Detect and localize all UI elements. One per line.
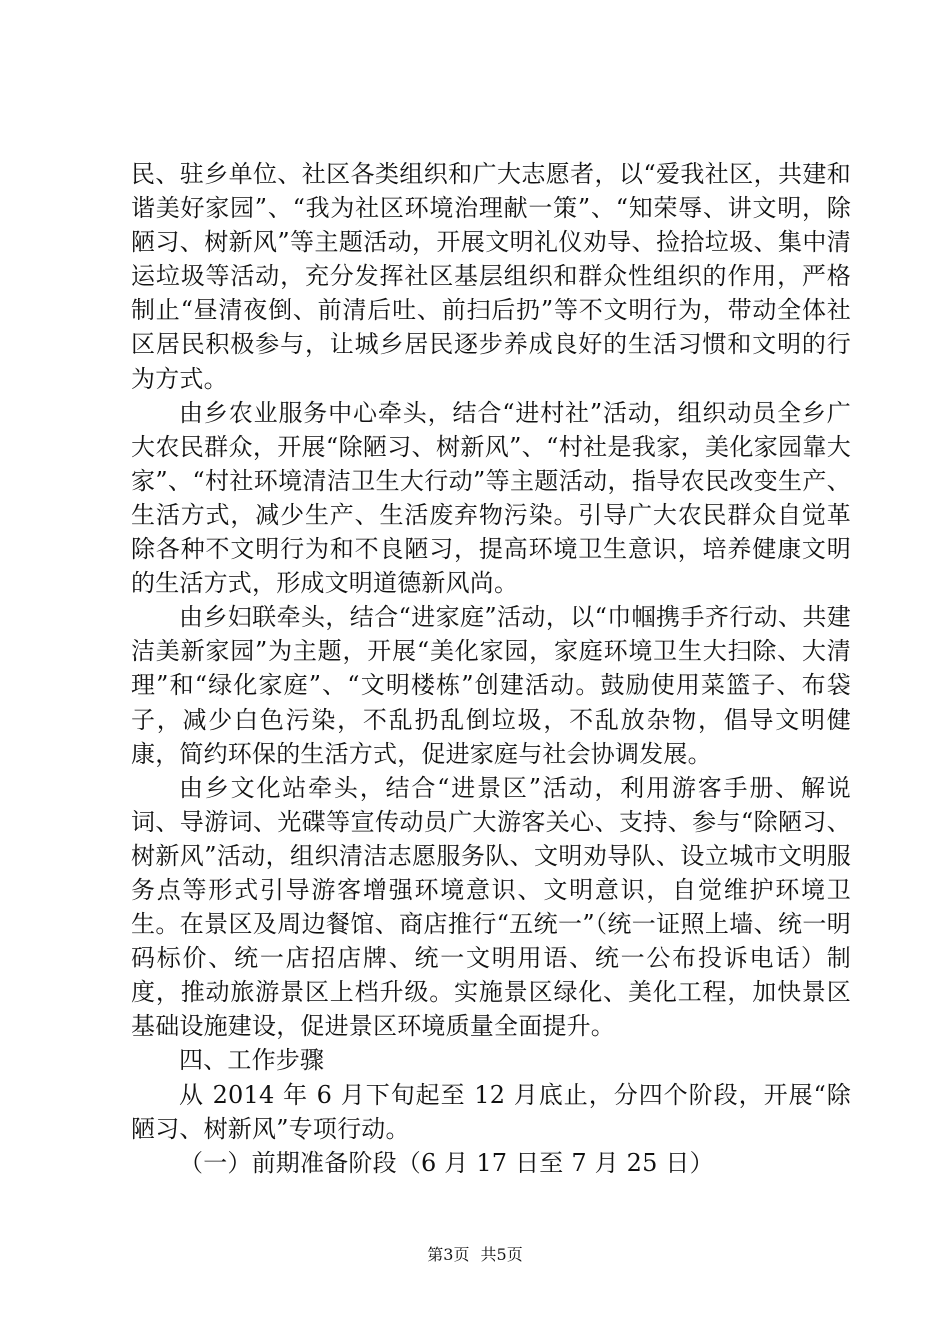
page-total: 共5页 (480, 1245, 523, 1264)
paragraph-community: 民、驻乡单位、社区各类组织和广大志愿者，以“爱我社区，共建和谐美好家园”、“我为社区环境治理献一策”、“知荣辱、讲文明，除陋习、树新风”等主题活动，开展文明礼仪劝导、捡拾垃圾、集中清运垃圾等活动，充分发挥社区基层组织和群众性组织的作用，严格制止“昼清夜倒、前清后吐、前扫后扔”等不文明行为，带动全体社区居民积极参与，让城乡居民逐步养成良好的生活习惯和文明的行为方式。 (131, 160, 851, 393)
section-heading-work-steps: 四、工作步骤 (179, 1046, 325, 1075)
page-footer (0, 1245, 950, 1265)
subheading-preparation-stage: （一）前期准备阶段（6 月 17 日至 7 月 25 日） (179, 1148, 714, 1177)
paragraph-timeline: 从 2014 年 6 月下旬起至 12 月底止，分四个阶段，开展“除陋习、树新风”专项行动。 (131, 1080, 851, 1143)
document-body (131, 157, 851, 1180)
paragraph-womens-federation: 由乡妇联牵头，结合“进家庭”活动，以“巾帼携手齐行动、共建洁美新家园”为主题，开展“美化家园，家庭环境卫生大扫除、大清理”和“绿化家庭”、“文明楼栋”创建活动。鼓励使用菜篮子、布袋子，减少白色污染，不乱扔乱倒垃圾，不乱放杂物，倡导文明健康，简约环保的生活方式，促进家庭与社会协调发展。 (131, 603, 851, 768)
page-number: 第3页 (427, 1245, 470, 1264)
paragraph-agriculture: 由乡农业服务中心牵头，结合“进村社”活动，组织动员全乡广大农民群众，开展“除陋习、树新风”、“村社是我家，美化家园靠大家”、“村社环境清洁卫生大行动”等主题活动，指导农民改变生产、生活方式，减少生产、生活废弃物污染。引导广大农民群众自觉革除各种不文明行为和不良陋习，提高环境卫生意识，培养健康文明的生活方式，形成文明道德新风尚。 (131, 398, 851, 598)
paragraph-culture-station: 由乡文化站牵头，结合“进景区”活动，利用游客手册、解说词、导游词、光碟等宣传动员广大游客关心、支持、参与“除陋习、树新风”活动，组织清洁志愿服务队、文明劝导队、设立城市文明服务点等形式引导游客增强环境意识、文明意识，自觉维护环境卫生。在景区及周边餐馆、商店推行“五统一”（统一证照上墙、统一明码标价、统一店招店牌、统一文明用语、统一公布投诉电话）制度，推动旅游景区上档升级。实施景区绿化、美化工程，加快景区基础设施建设，促进景区环境质量全面提升。 (131, 773, 851, 1041)
